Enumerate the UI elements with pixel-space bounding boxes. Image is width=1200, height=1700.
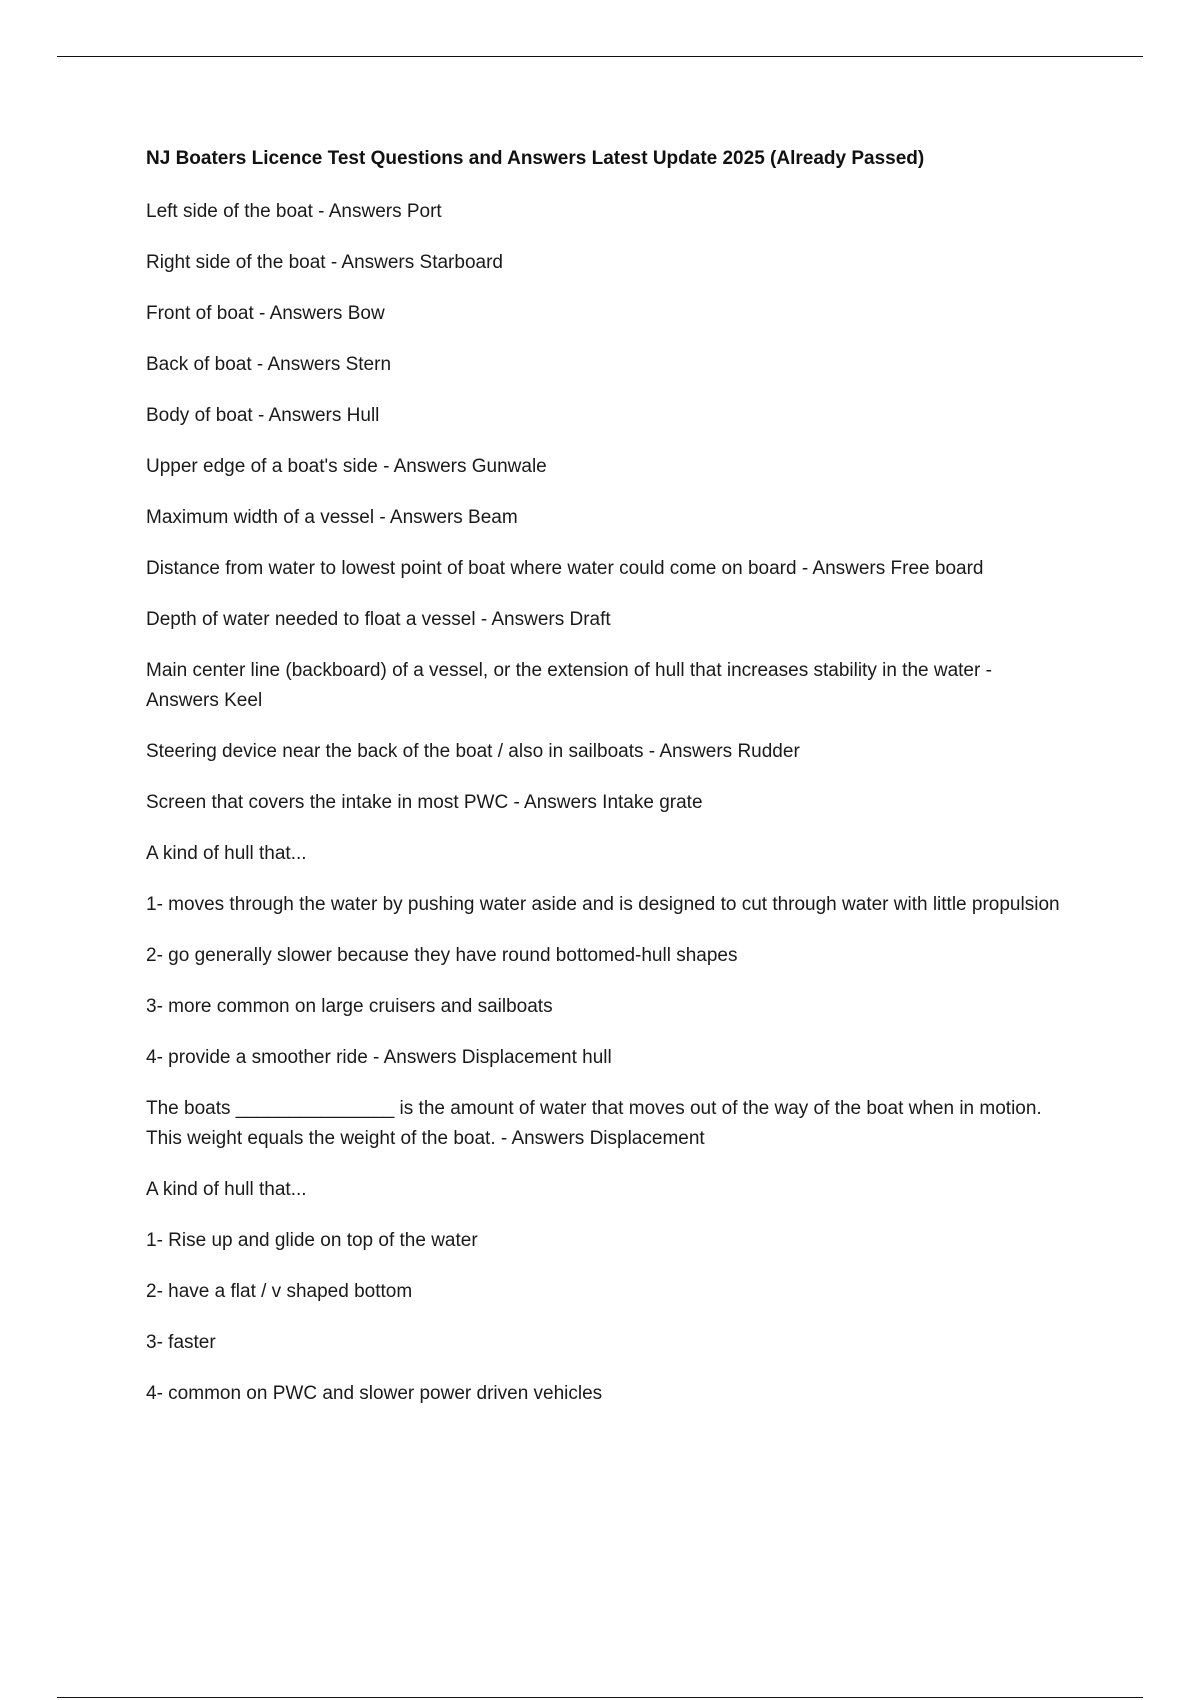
paragraph: 4- common on PWC and slower power driven vehicles: [146, 1383, 603, 1404]
paragraph: Steering device near the back of the boat / also in sailboats - Answers Rudder: [146, 741, 800, 762]
document-body: [146, 146, 1066, 1430]
paragraph: 1- moves through the water by pushing water aside and is designed to cut through water with little propulsion: [146, 894, 1060, 915]
paragraph: Back of boat - Answers Stern: [146, 354, 392, 375]
paragraph: 4- provide a smoother ride - Answers Displacement hull: [146, 1047, 612, 1068]
paragraph-list: [146, 197, 1066, 1409]
paragraph: Left side of the boat - Answers Port: [146, 201, 442, 222]
top-rule: [57, 56, 1143, 57]
paragraph: Right side of the boat - Answers Starboard: [146, 252, 503, 273]
paragraph: A kind of hull that...: [146, 843, 307, 864]
paragraph: 3- more common on large cruisers and sailboats: [146, 996, 553, 1017]
paragraph: Upper edge of a boat's side - Answers Gunwale: [146, 456, 547, 477]
paragraph: Distance from water to lowest point of boat where water could come on board - Answers Free board: [146, 558, 984, 579]
paragraph: Body of boat - Answers Hull: [146, 405, 380, 426]
paragraph: 1- Rise up and glide on top of the water: [146, 1230, 478, 1251]
paragraph: Depth of water needed to float a vessel - Answers Draft: [146, 609, 611, 630]
paragraph: Maximum width of a vessel - Answers Beam: [146, 507, 518, 528]
paragraph: Screen that covers the intake in most PWC - Answers Intake grate: [146, 792, 703, 813]
paragraph: 2- go generally slower because they have round bottomed-hull shapes: [146, 945, 738, 966]
paragraph: Front of boat - Answers Bow: [146, 303, 385, 324]
bottom-rule: [57, 1697, 1143, 1698]
paragraph: 2- have a flat / v shaped bottom: [146, 1281, 413, 1302]
paragraph: The boats _______________ is the amount of water that moves out of the way of the boat when in motion. This weight equals the weight of the boat. - Answers Displacement: [146, 1098, 1047, 1149]
paragraph: 3- faster: [146, 1332, 216, 1353]
paragraph: A kind of hull that...: [146, 1179, 307, 1200]
paragraph: Main center line (backboard) of a vessel, or the extension of hull that increases stability in the water - Answers Keel: [146, 660, 997, 711]
document-title: NJ Boaters Licence Test Questions and Answers Latest Update 2025 (Already Passed): [146, 148, 925, 169]
